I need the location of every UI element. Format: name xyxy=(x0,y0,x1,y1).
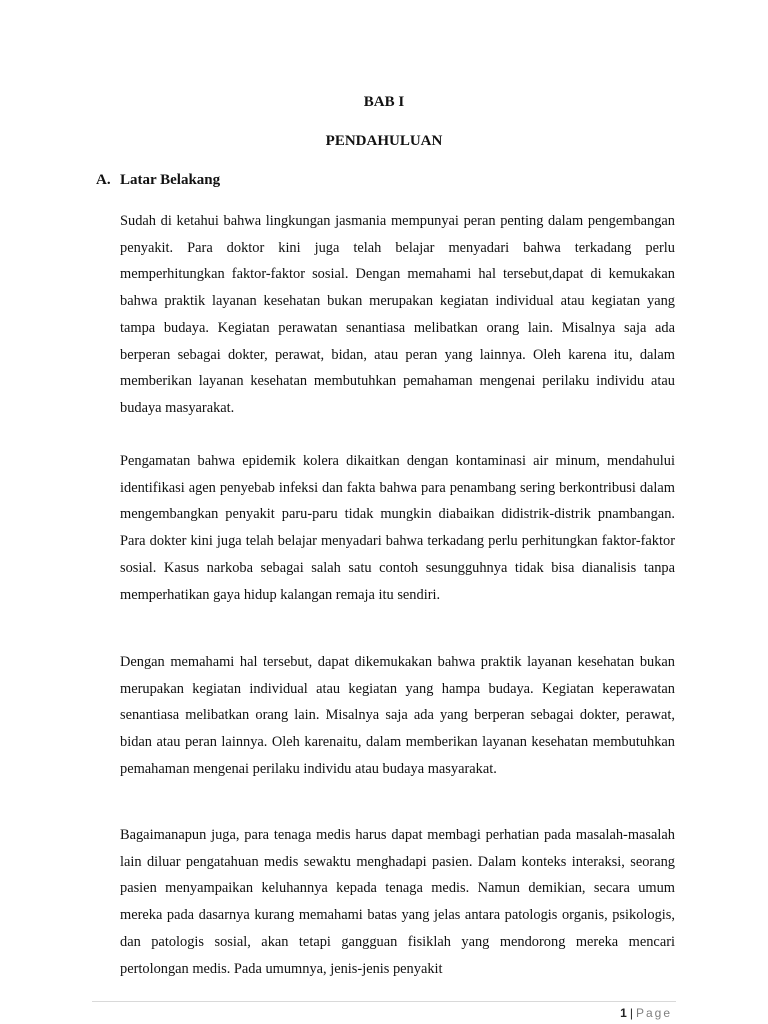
chapter-title: PENDAHULUAN xyxy=(325,133,443,149)
footer-separator: | xyxy=(629,1006,633,1020)
section-title: Latar Belakang xyxy=(120,172,221,188)
page-label: Page xyxy=(635,1006,672,1020)
page-footer xyxy=(620,1006,672,1020)
paragraph-3: Dengan memahami hal tersebut, dapat dikemukakan bahwa praktik layanan kesehatan bukan merupakan kegiatan individual atau kegiatan yang hampa budaya. Kegiatan keperawatan senantiasa melibatkan orang lain. Misalnya saja ada yang berperan sebagai dokter, perawat, bidan atau peran lainnya. Oleh karenaitu, dalam memberikan layanan kesehatan membutuhkan pemahaman mengenai perilaku individu atau budaya masyarakat. xyxy=(120,654,675,777)
paragraph-2: Pengamatan bahwa epidemik kolera dikaitkan dengan kontaminasi air minum, mendahului identifikasi agen penyebab infeksi dan fakta bahwa para penambang sering berkontribusi dalam mengembangkan penyakit paru-paru tidak mungkin diabaikan didistrik-distrik pnambangan. Para dokter kini juga telah belajar menyadari bahwa terkadang perlu perhitungkan faktor-faktor sosial. Kasus narkoba sebagai salah satu contoh sesungguhnya tidak bisa dianalisis tanpa memperhatikan gaya hidup kalangan remaja itu sendiri. xyxy=(120,453,675,603)
paragraph-4: Bagaimanapun juga, para tenaga medis harus dapat membagi perhatian pada masalah-masalah lain diluar pengatahuan medis sewaktu menghadapi pasien. Dalam konteks interaksi, seorang pasien menyampaikan keluhannya kepada tenaga medis. Namun demikian, secara umum mereka pada dasarnya kurang memahami batas yang jelas antara patologis organis, psikologis, dan patologis sosial, akan tetapi gangguan fisiklah yang mendorong mereka mencari pertolongan medis. Pada umumnya, jenis-jenis penyakit xyxy=(120,827,675,977)
section-heading xyxy=(96,172,220,189)
footer-divider xyxy=(92,1001,676,1002)
chapter-number: BAB I xyxy=(363,94,405,110)
section-letter: A. xyxy=(96,172,111,188)
paragraph-1: Sudah di ketahui bahwa lingkungan jasmania mempunyai peran penting dalam pengembangan penyakit. Para doktor kini juga telah belajar menyadari bahwa terkadang perlu memperhitungkan faktor-faktor sosial. Dengan memahami hal tersebut,dapat di kemukakan bahwa praktik layanan kesehatan bukan merupakan kegiatan individual atau kegiatan yang tampa budaya. Kegiatan perawatan senantiasa melibatkan orang lain. Misalnya saja ada berperan sebagai dokter, perawat, bidan, atau peran yang lainnya. Oleh karena itu, dalam memberikan layanan kesehatan membutuhkan pemahaman mengenai perilaku individu atau budaya masyarakat. xyxy=(120,213,675,416)
page-number: 1 xyxy=(620,1006,627,1020)
